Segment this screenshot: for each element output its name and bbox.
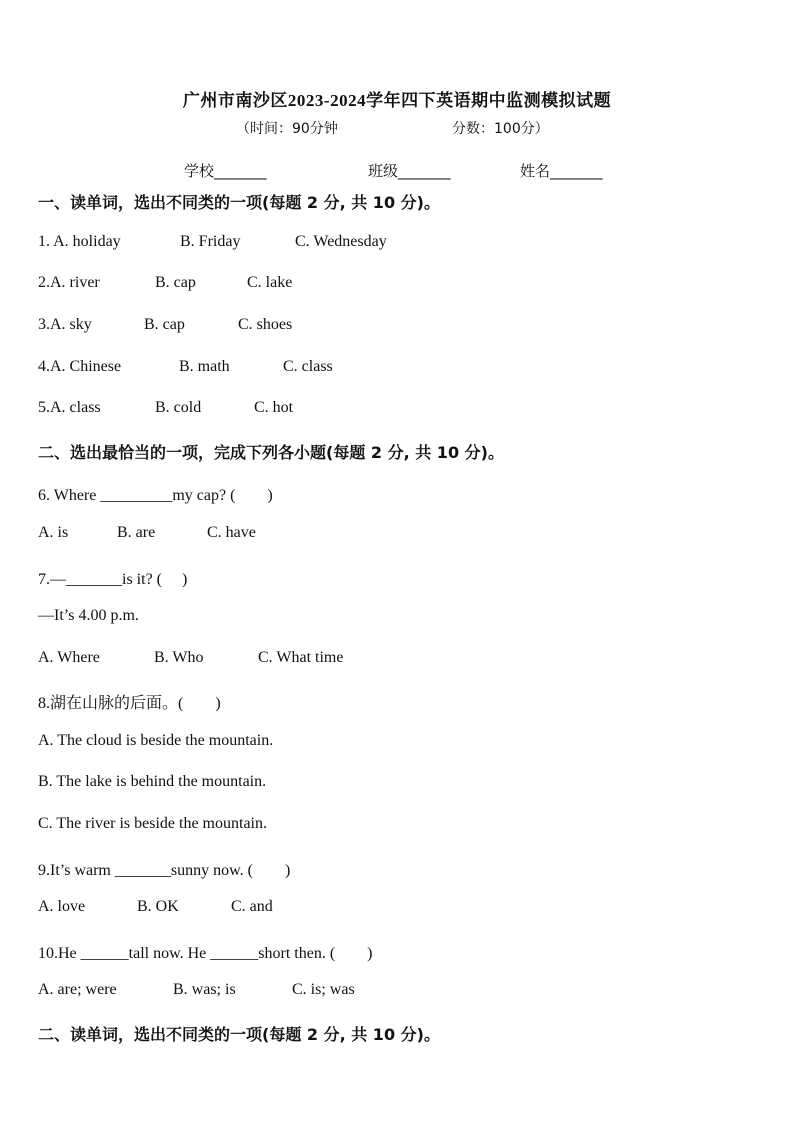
school-field: 学校_______	[184, 162, 267, 180]
option-b: B. math	[179, 358, 230, 375]
option-c: C. shoes	[238, 316, 293, 333]
page-title: 广州市南沙区2023-2024学年四下英语期中监测模拟试题	[182, 91, 612, 110]
question-8-option-a: A. The cloud is beside the mountain.	[38, 732, 274, 749]
question-7-options	[38, 649, 343, 667]
option-a: A. are; were	[38, 981, 117, 998]
option-b: B. Friday	[180, 233, 241, 250]
option-c: C. have	[207, 524, 256, 541]
question-10-stem: 10.He ______tall now. He ______short then. ( )	[38, 945, 373, 962]
section-1-heading: 一、读单词，选出不同类的一项(每题 2 分, 共 10 分)。	[38, 193, 440, 212]
question-6-options	[38, 524, 256, 542]
option-b: B. was; is	[173, 981, 236, 998]
option-a: A. is	[38, 524, 69, 541]
option-a: A. love	[38, 898, 86, 915]
option-b: B. are	[117, 524, 156, 541]
question-1	[38, 233, 387, 251]
option-a: 1. A. holiday	[38, 233, 121, 250]
question-7-stem: 7.—_______is it? ( )	[38, 571, 188, 588]
option-c: C. hot	[254, 399, 294, 416]
option-b: B. OK	[137, 898, 179, 915]
option-a: 2.A. river	[38, 274, 100, 291]
question-6-stem: 6. Where _________my cap? ( )	[38, 487, 273, 504]
question-4	[38, 358, 333, 376]
option-b: B. Who	[154, 649, 204, 666]
option-a: 3.A. sky	[38, 316, 92, 333]
question-10-options	[38, 981, 355, 999]
exam-score: 分数：100分）	[452, 121, 549, 137]
question-3	[38, 316, 292, 334]
option-c: C. is; was	[292, 981, 355, 998]
question-9-options	[38, 898, 273, 916]
question-8-option-b: B. The lake is behind the mountain.	[38, 773, 267, 790]
question-5	[38, 399, 293, 417]
option-c: C. lake	[247, 274, 293, 291]
option-b: B. cap	[144, 316, 185, 333]
section-3-heading: 二、读单词，选出不同类的一项(每题 2 分, 共 10 分)。	[38, 1025, 440, 1044]
option-c: C. What time	[258, 649, 344, 666]
option-c: C. Wednesday	[295, 233, 387, 250]
question-2	[38, 274, 292, 292]
exam-time: （时间：90分钟	[236, 121, 338, 137]
option-b: B. cold	[155, 399, 202, 416]
option-c: C. class	[283, 358, 333, 375]
question-7-answer: —It’s 4.00 p.m.	[38, 607, 139, 624]
option-b: B. cap	[155, 274, 196, 291]
option-a: A. Where	[38, 649, 100, 666]
question-8-stem: 8.湖在山脉的后面。( )	[38, 695, 221, 712]
option-a: 5.A. class	[38, 399, 101, 416]
section-2-heading: 二、选出最恰当的一项，完成下列各小题(每题 2 分, 共 10 分)。	[38, 443, 504, 462]
option-a: 4.A. Chinese	[38, 358, 122, 375]
class-field: 班级_______	[368, 162, 451, 180]
option-c: C. and	[231, 898, 273, 915]
question-8-option-c: C. The river is beside the mountain.	[38, 815, 267, 832]
name-field: 姓名_______	[520, 162, 603, 180]
question-9-stem: 9.It’s warm _______sunny now. ( )	[38, 862, 291, 879]
